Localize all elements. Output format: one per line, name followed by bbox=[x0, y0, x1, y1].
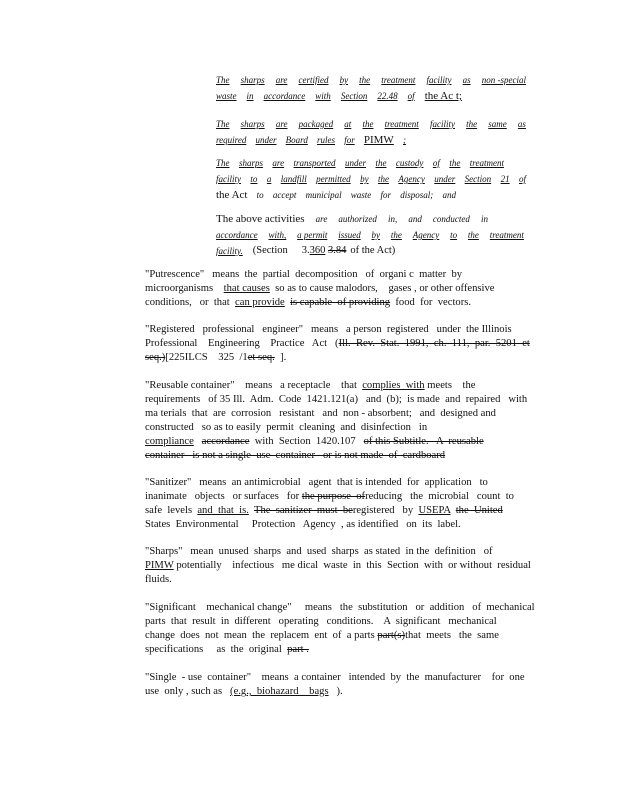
word: by bbox=[339, 75, 349, 85]
word: the bbox=[375, 158, 387, 168]
word: are bbox=[275, 119, 288, 129]
word: accordance bbox=[216, 230, 258, 240]
word: facility. bbox=[216, 246, 243, 256]
word: as bbox=[517, 119, 526, 129]
word: issued bbox=[338, 230, 361, 240]
word: "Reusable container" means a receptacle that bbox=[145, 380, 357, 391]
word: Board bbox=[285, 135, 308, 145]
word: potentially infectious me dical waste in this Section with or without residual bbox=[176, 560, 531, 571]
word: same bbox=[488, 119, 507, 129]
sub-item-4-line-2 bbox=[216, 227, 524, 243]
word: food for vectors. bbox=[395, 297, 471, 308]
word: required bbox=[216, 135, 247, 145]
deleted-text: Ill. Rev. Stat. 1991, ch. 111, par. 5201 et bbox=[338, 338, 530, 349]
inserted-text: can provide bbox=[235, 297, 285, 308]
word: that meets the same bbox=[405, 630, 499, 641]
word: reducing the microbial count to bbox=[365, 491, 514, 502]
word: under bbox=[434, 174, 456, 184]
word: the bbox=[449, 158, 461, 168]
inserted-text: PIMW bbox=[145, 560, 174, 571]
sanitizer-line-2 bbox=[145, 490, 533, 504]
definition-sanitizer bbox=[145, 476, 533, 532]
word: for bbox=[380, 190, 392, 200]
word: a permit bbox=[297, 230, 328, 240]
word: the bbox=[390, 230, 402, 240]
word: of the Act) bbox=[350, 245, 396, 256]
word: The bbox=[216, 119, 230, 129]
word: of bbox=[407, 91, 415, 101]
significant-line-2: parts that result in different operating conditions. A significant mechanical bbox=[145, 616, 497, 627]
sub-item-2 bbox=[216, 116, 526, 148]
word: as bbox=[462, 75, 471, 85]
sharps-line-3: fluids. bbox=[145, 574, 172, 585]
word: registered by bbox=[352, 505, 414, 516]
word: Section bbox=[340, 91, 368, 101]
inserted-text: and that is. bbox=[197, 505, 249, 516]
word: under bbox=[345, 158, 367, 168]
word: use only , such as bbox=[145, 686, 223, 697]
sanitizer-line-3 bbox=[145, 504, 533, 518]
registered-engineer-line-3 bbox=[145, 351, 533, 365]
word: are bbox=[315, 214, 328, 224]
word: are bbox=[272, 158, 285, 168]
sub-item-4 bbox=[216, 211, 526, 259]
definition-single-use-container bbox=[145, 671, 533, 699]
deleted-text: part . bbox=[287, 644, 309, 655]
word: ). bbox=[336, 686, 343, 697]
word: 21 bbox=[500, 174, 510, 184]
deleted-text: container is not a single use container or is not made of cardboard bbox=[145, 450, 446, 461]
deleted-text: The sanitizer must be bbox=[253, 505, 353, 516]
deleted-text: seq.) bbox=[145, 352, 166, 363]
word: rules bbox=[317, 135, 336, 145]
word: the bbox=[359, 75, 371, 85]
word: treatment bbox=[381, 75, 416, 85]
deleted-text: accordance bbox=[201, 436, 250, 447]
word: sharps bbox=[238, 158, 263, 168]
word: in bbox=[480, 214, 488, 224]
word: the Ac t; bbox=[424, 90, 462, 102]
word: facility bbox=[426, 75, 452, 85]
word: authorized bbox=[338, 214, 377, 224]
word: the bbox=[377, 174, 389, 184]
registered-engineer-line-2 bbox=[145, 337, 533, 351]
putrescence-line-3 bbox=[145, 296, 533, 310]
word: with Section 1420.107 bbox=[254, 436, 356, 447]
word: certified bbox=[298, 75, 329, 85]
word: The bbox=[216, 158, 230, 168]
word: the Act bbox=[216, 189, 248, 201]
word: under bbox=[255, 135, 277, 145]
word: waste bbox=[216, 91, 237, 101]
sub-item-4-line-1 bbox=[216, 211, 488, 227]
word: facility bbox=[429, 119, 455, 129]
word: with, bbox=[268, 230, 287, 240]
putrescence-line-2 bbox=[145, 282, 533, 296]
word: are bbox=[275, 75, 288, 85]
reusable-line-6 bbox=[145, 449, 533, 463]
sub-item-3-line-1 bbox=[216, 155, 504, 171]
word: sharps bbox=[240, 75, 265, 85]
word: non -special bbox=[481, 75, 526, 85]
word: in, bbox=[388, 214, 398, 224]
inserted-text: 360 bbox=[309, 245, 326, 256]
inserted-text: USEPA bbox=[418, 505, 451, 516]
word: so as to cause malodors, bbox=[275, 283, 378, 294]
sub-item-1-line-2 bbox=[216, 88, 462, 104]
word: conducted bbox=[432, 214, 470, 224]
word: by bbox=[360, 174, 369, 184]
word: Section bbox=[464, 174, 492, 184]
sanitizer-line-4: States Environmental Protection Agency , as identified on its label. bbox=[145, 519, 461, 530]
word: a bbox=[266, 174, 272, 184]
word: landfill bbox=[280, 174, 307, 184]
word: waste bbox=[350, 190, 372, 200]
word: of bbox=[432, 158, 440, 168]
word: the bbox=[467, 230, 479, 240]
word: packaged bbox=[298, 119, 334, 129]
word: the bbox=[466, 119, 478, 129]
definition-significant-change bbox=[145, 601, 533, 657]
sub-item-3-line-2 bbox=[216, 171, 526, 187]
word: disposal; bbox=[400, 190, 434, 200]
word: treatment bbox=[384, 119, 419, 129]
word: to bbox=[256, 190, 264, 200]
sub-item-2-line-2 bbox=[216, 132, 406, 148]
word: The above activities bbox=[216, 213, 305, 225]
word: gases , or other offensive bbox=[388, 283, 495, 294]
sub-item-2-line-1 bbox=[216, 116, 526, 132]
sub-item-3-line-3 bbox=[216, 187, 456, 203]
word: transported bbox=[293, 158, 336, 168]
word: to bbox=[250, 174, 258, 184]
word: at bbox=[344, 119, 352, 129]
word: to bbox=[450, 230, 458, 240]
word: municipal bbox=[305, 190, 342, 200]
sharps-line-1: "Sharps" mean unused sharps and used sharps as stated in the definition of bbox=[145, 546, 493, 557]
definition-putrescence bbox=[145, 268, 533, 310]
deleted-text: of this Subtitle. A reusable bbox=[363, 436, 484, 447]
sanitizer-line-1: "Sanitizer" means an antimicrobial agent that is intended for application to bbox=[145, 477, 488, 488]
reusable-line-5 bbox=[145, 435, 533, 449]
word: Professional Engineering Practice Act ( bbox=[145, 338, 339, 349]
word: and bbox=[408, 214, 422, 224]
word: accept bbox=[272, 190, 297, 200]
word: safe levels bbox=[145, 505, 193, 516]
word: Agency bbox=[398, 174, 425, 184]
sub-item-3 bbox=[216, 155, 526, 203]
reusable-line-1 bbox=[145, 379, 533, 393]
deleted-text: the purpose of bbox=[301, 491, 366, 502]
word: inanimate objects or surfaces for bbox=[145, 491, 300, 502]
word: the bbox=[362, 119, 374, 129]
word: 3. bbox=[301, 245, 310, 256]
deleted-text: the United bbox=[455, 505, 503, 516]
word: with bbox=[315, 91, 331, 101]
word: specifications as the original bbox=[145, 644, 282, 655]
sub-item-4-line-3 bbox=[216, 243, 526, 259]
single-use-line-1: "Single - use container" means a container intended by the manufacturer for one bbox=[145, 672, 525, 683]
word: accordance bbox=[263, 91, 306, 101]
word: in bbox=[246, 91, 254, 101]
definition-reusable-container bbox=[145, 379, 533, 463]
sub-item-1-line-1 bbox=[216, 72, 526, 88]
reusable-line-2: requirements of 35 Ill. Adm. Code 1421.121(a) and (b); is made and repaired with bbox=[145, 394, 528, 405]
word: conditions, or that bbox=[145, 297, 230, 308]
word: ; bbox=[403, 135, 406, 145]
deleted-text: 3.84 bbox=[328, 245, 347, 256]
word: ]. bbox=[280, 352, 287, 363]
word: Agency bbox=[412, 230, 440, 240]
significant-line-1: "Significant mechanical change" means the substitution or addition of mechanical bbox=[145, 602, 535, 613]
word: meets the bbox=[427, 380, 476, 391]
significant-line-4 bbox=[145, 643, 533, 657]
sub-item-1 bbox=[216, 72, 526, 104]
word: by bbox=[371, 230, 381, 240]
word: facility bbox=[216, 174, 241, 184]
word: permitted bbox=[316, 174, 351, 184]
inserted-text: compliance bbox=[145, 436, 194, 447]
word: treatment bbox=[469, 158, 504, 168]
word: 22.48 bbox=[377, 91, 398, 101]
definition-sharps bbox=[145, 545, 533, 587]
word: for bbox=[344, 135, 355, 145]
deleted-text: part(s) bbox=[377, 630, 406, 641]
putrescence-line-1: "Putrescence" means the partial decomposition of organi c matter by bbox=[145, 269, 463, 280]
deleted-text: et seq. bbox=[247, 352, 275, 363]
word: sharps bbox=[240, 119, 265, 129]
word: PIMW bbox=[363, 134, 394, 146]
word: and bbox=[442, 190, 456, 200]
deleted-text: is capable of providing bbox=[290, 297, 391, 308]
word: custody bbox=[395, 158, 424, 168]
definition-registered-engineer bbox=[145, 323, 533, 365]
significant-line-3 bbox=[145, 629, 533, 643]
inserted-text: complies with bbox=[362, 380, 425, 391]
word: (Section bbox=[252, 245, 288, 256]
reusable-line-4: constructed so as to easily permit cleaning and disinfection in bbox=[145, 422, 428, 433]
registered-engineer-line-1: "Registered professional engineer" means a person registered under the Illinois bbox=[145, 324, 512, 335]
word: microorganisms bbox=[145, 283, 214, 294]
reusable-line-3: ma terials that are corrosion resistant and non - absorbent; and designed and bbox=[145, 408, 496, 419]
sharps-line-2 bbox=[145, 559, 533, 573]
word: change does not mean the replacem ent of a parts bbox=[145, 630, 375, 641]
inserted-text: that causes bbox=[223, 283, 270, 294]
inserted-text: (e.g., biohazard bags bbox=[230, 686, 329, 697]
single-use-line-2 bbox=[145, 685, 533, 699]
word: of bbox=[518, 174, 526, 184]
word: treatment bbox=[489, 230, 524, 240]
word: The bbox=[216, 75, 230, 85]
inserted-text: [225ILCS 325 /1 bbox=[165, 352, 248, 363]
